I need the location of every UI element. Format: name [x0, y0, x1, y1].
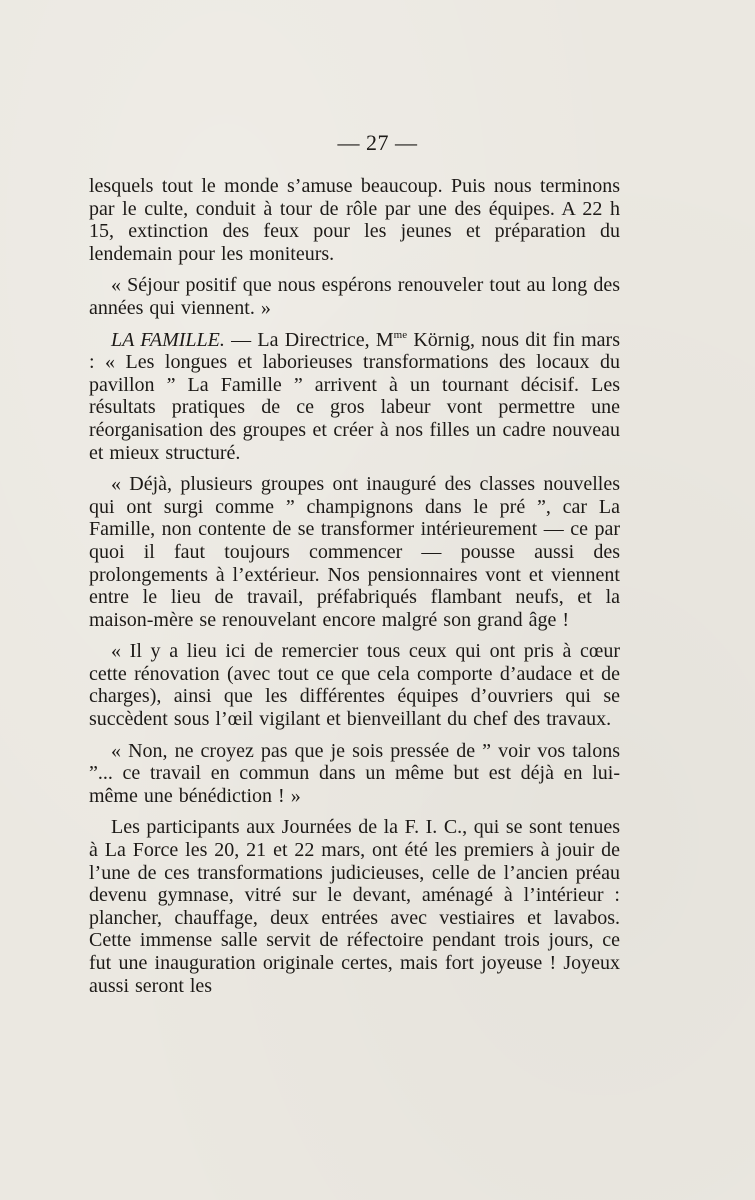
madame-superscript: me [393, 328, 408, 341]
paragraph-2: « Séjour positif que nous espérons renouveler tout au long des années qui viennent. » [89, 274, 620, 319]
paragraph-5: « Il y a lieu ici de remercier tous ceux qui ont pris à cœur cette rénovation (avec tout ce que cela comporte d’audace et de charges), ainsi que les différentes équipes d’ouvriers qui se succèdent sous l’œil vigilant et bienveillant du chef des travaux. [89, 640, 620, 731]
paragraph-7: Les participants aux Journées de la F. I. C., qui se sont tenues à La Force les 20, 21 et 22 mars, ont été les premiers à jouir de l’une de ces transformations judicieuses, celle de l’ancien préau devenu gymnase, vitré sur le devant, aménagé à l’intérieur : plancher, chauffage, deux entrées avec vestiaires et lavabos. Cette immense salle servit de réfectoire pendant trois jours, ce fut une inauguration originale certes, mais fort joyeuse ! Joyeux aussi seront les [89, 816, 620, 997]
page-number: — 27 — [337, 130, 418, 155]
section-heading-la-famille: LA FAMILLE. [111, 328, 225, 351]
paragraph-la-famille [89, 329, 620, 465]
paragraph-1: lesquels tout le monde s’amuse beaucoup. Puis nous terminons par le culte, conduit à tour de rôle par une des équipes. A 22 h 15, extinction des feux pour les jeunes et préparation du lendemain pour les moniteurs. [89, 175, 620, 265]
body-text [89, 175, 620, 1006]
paragraph-6: « Non, ne croyez pas que je sois pressée de ” voir vos talons ”... ce travail en commun dans un même but est déjà en lui-même une bénédiction ! » [89, 739, 620, 807]
paragraph-4: « Déjà, plusieurs groupes ont inauguré des classes nouvelles qui ont surgi comme ” champignons dans le pré ”, car La Famille, non contente de se transformer intérieurement — ce par quoi il faut toujours commencer — pousse aussi des prolongements à l’extérieur. Nos pensionnaires vont et viennent entre le lieu de travail, préfabriqués flambant neufs, et la maison-mère se renouvelant encore malgré son grand âge ! [89, 473, 620, 631]
paragraph-3-text-start: — La Directrice, M [224, 328, 394, 351]
paragraph-3-text-end: Körnig, nous dit fin mars : « Les longues et laborieuses transformations des locaux du pavillon ” La Famille ” arrivent à un tournant décisif. Les résultats pratiques de ce gros labeur vont permettre une réorganisation des groupes et créer à nos filles un cadre nouveau et mieux structuré. [89, 328, 620, 464]
